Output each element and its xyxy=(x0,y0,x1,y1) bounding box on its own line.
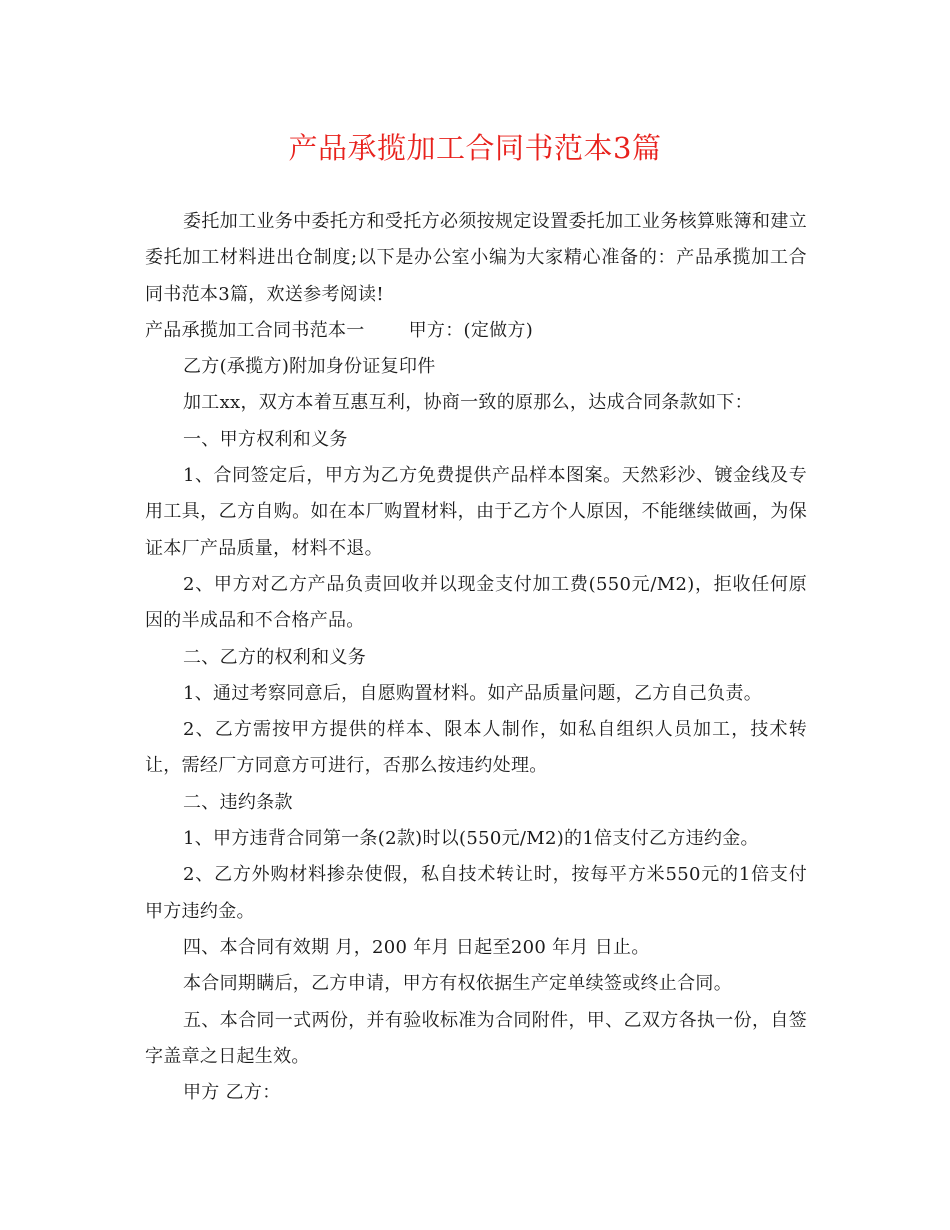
clause-1-item-2: 2、甲方对乙方产品负责回收并以现金支付加工费(550元/M2)，拒收任何原因的半成品和不合格产品。 xyxy=(145,573,807,632)
renewal-clause: 本合同期瞒后，乙方申请，甲方有权依据生产定单续签或终止合同。 xyxy=(183,973,732,995)
clause-2-item-1: 1、通过考察同意后，自愿购置材料。如产品质量问题，乙方自己负责。 xyxy=(183,682,763,704)
clause-2-heading: 二、乙方的权利和义务 xyxy=(183,646,366,668)
clause-1-item-1: 1、合同签定后，甲方为乙方免费提供产品样本图案。天然彩沙、镀金线及专用工具，乙方自购。如在本厂购置材料，由于乙方个人原因，不能继续做画，为保证本厂产品质量，材料不退。 xyxy=(145,465,807,559)
clause-5: 五、本合同一式两份，并有验收标准为合同附件，甲、乙双方各执一份，自签字盖章之日起生效。 xyxy=(145,1009,807,1067)
section-heading-line xyxy=(145,313,807,349)
document-title: 产品承揽加工合同书范本3篇 xyxy=(288,131,662,165)
document-body xyxy=(145,204,807,1111)
clause-2-item-2: 2、乙方需按甲方提供的样本、限本人制作，如私自组织人员加工，技术转让，需经厂方同意方可进行，否那么按违约处理。 xyxy=(145,719,807,777)
clause-1-heading: 一、甲方权利和义务 xyxy=(183,428,348,450)
signature-line: 甲方 乙方： xyxy=(183,1082,281,1104)
agreement-line: 加工xx，双方本着互惠互利，协商一致的原那么，达成合同条款如下： xyxy=(183,392,753,414)
clause-4: 四、本合同有效期 月，200 年月 日起至200 年月 日止。 xyxy=(183,936,650,958)
section-heading: 产品承揽加工合同书范本一 xyxy=(145,319,365,341)
party-a-label: 甲方：(定做方) xyxy=(408,319,534,341)
intro-paragraph: 委托加工业务中委托方和受托方必须按规定设置委托加工业务核算账簿和建立委托加工材料进出仓制度;以下是办公室小编为大家精心准备的：产品承揽加工合同书范本3篇，欢送参考阅读! xyxy=(145,211,807,305)
clause-3-heading: 二、违约条款 xyxy=(183,791,293,813)
clause-3-item-1: 1、甲方违背合同第一条(2款)时以(550元/M2)的1倍支付乙方违约金。 xyxy=(183,828,759,850)
clause-3-item-2: 2、乙方外购材料掺杂使假，私自技术转让时，按每平方米550元的1倍支付甲方违约金。 xyxy=(145,864,807,922)
party-b-line: 乙方(承揽方)附加身份证复印件 xyxy=(183,356,436,378)
